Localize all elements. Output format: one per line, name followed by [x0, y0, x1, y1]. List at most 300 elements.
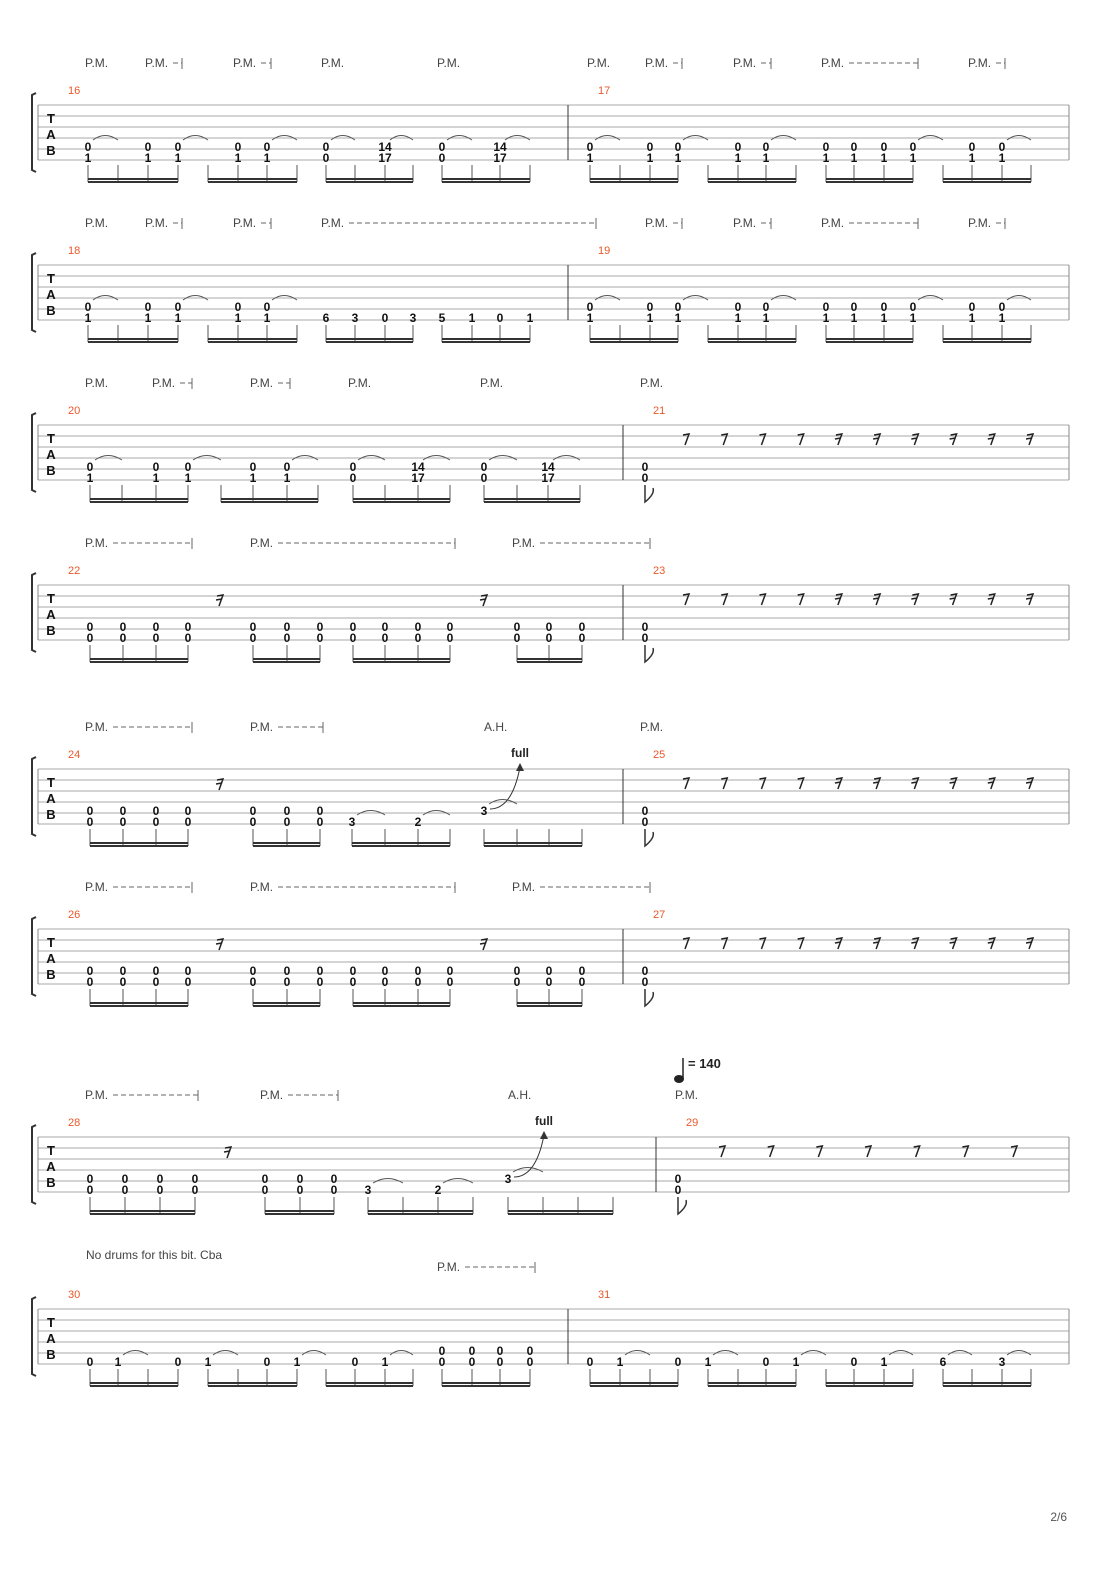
fret-number: 0 [86, 1183, 94, 1197]
palm-mute-label: P.M. [587, 56, 611, 70]
palm-mute-label: P.M. [250, 880, 274, 894]
fret-number: 1 [86, 471, 94, 485]
measure-number: 21 [653, 405, 666, 417]
fret-number: 0 [283, 460, 291, 474]
fret-number: 1 [84, 151, 92, 165]
fret-number: 0 [86, 460, 94, 474]
measure-number: 26 [68, 909, 81, 921]
fret-number: 0 [234, 300, 242, 314]
tab-clef-letter: B [46, 623, 56, 638]
note-flag [645, 829, 653, 846]
measure-number: 22 [68, 565, 81, 577]
measure-number: 23 [653, 565, 666, 577]
fret-number: 0 [249, 804, 257, 818]
fret-number: 0 [351, 1355, 359, 1369]
fret-number: 0 [641, 471, 649, 485]
fret-number: 0 [184, 631, 192, 645]
fret-number: 0 [249, 460, 257, 474]
fret-number: 0 [674, 300, 682, 314]
fret-number: 17 [493, 151, 507, 165]
palm-mute-label: P.M. [437, 1260, 461, 1274]
fret-number: 2 [414, 815, 422, 829]
fret-number: 0 [296, 1172, 304, 1186]
fret-number: 0 [283, 815, 291, 829]
fret-number: 0 [414, 975, 422, 989]
bend-arrowhead [540, 1131, 548, 1139]
fret-number: 0 [641, 964, 649, 978]
palm-mute-label: P.M. [512, 880, 536, 894]
fret-number: 1 [152, 471, 160, 485]
fret-number: 0 [316, 975, 324, 989]
fret-number: 0 [86, 964, 94, 978]
fret-number: 0 [283, 975, 291, 989]
fret-number: 1 [822, 311, 830, 325]
fret-number: 0 [261, 1172, 269, 1186]
fret-number: 0 [263, 1355, 271, 1369]
fret-number: 1 [144, 311, 152, 325]
fret-number: 0 [349, 460, 357, 474]
fret-number: 0 [968, 140, 976, 154]
fret-number: 0 [578, 975, 586, 989]
fret-number: 0 [438, 140, 446, 154]
fret-number: 0 [414, 620, 422, 634]
fret-number: 0 [191, 1183, 199, 1197]
fret-number: 0 [330, 1183, 338, 1197]
fret-number: 0 [249, 815, 257, 829]
tab-clef-letter: A [46, 791, 56, 806]
palm-mute-label: P.M. [233, 56, 257, 70]
fret-number: 0 [119, 975, 127, 989]
fret-number: 0 [468, 1355, 476, 1369]
fret-number: 0 [330, 1172, 338, 1186]
palm-mute-label: P.M. [250, 720, 274, 734]
fret-number: 0 [850, 1355, 858, 1369]
fret-number: 3 [998, 1355, 1006, 1369]
fret-number: 0 [152, 804, 160, 818]
palm-mute-label: P.M. [645, 216, 669, 230]
fret-number: 0 [880, 140, 888, 154]
palm-mute-label: P.M. [821, 56, 845, 70]
sixteenth-rest [480, 595, 487, 606]
palm-mute-label: P.M. [437, 56, 461, 70]
fret-number: 1 [526, 311, 534, 325]
fret-number: 0 [152, 964, 160, 978]
fret-number: 0 [496, 1355, 504, 1369]
fret-number: 0 [184, 964, 192, 978]
measure-number: 29 [686, 1117, 699, 1129]
fret-number: 1 [468, 311, 476, 325]
fret-number: 0 [762, 300, 770, 314]
fret-number: 0 [121, 1183, 129, 1197]
fret-number: 1 [234, 151, 242, 165]
fret-number: 1 [646, 151, 654, 165]
fret-number: 0 [349, 964, 357, 978]
fret-number: 0 [822, 300, 830, 314]
fret-number: 0 [249, 620, 257, 634]
palm-mute-label: P.M. [821, 216, 845, 230]
tab-clef-letter: B [46, 1175, 56, 1190]
fret-number: 0 [191, 1172, 199, 1186]
fret-number: 0 [86, 804, 94, 818]
fret-number: 0 [86, 1172, 94, 1186]
palm-mute-label: P.M. [512, 536, 536, 550]
fret-number: 0 [480, 471, 488, 485]
fret-number: 1 [184, 471, 192, 485]
fret-number: 0 [641, 975, 649, 989]
sixteenth-rest [224, 1147, 231, 1158]
fret-number: 0 [578, 620, 586, 634]
fret-number: 0 [641, 620, 649, 634]
fret-number: 0 [144, 300, 152, 314]
palm-mute-label: P.M. [640, 376, 664, 390]
fret-number: 1 [293, 1355, 301, 1369]
fret-number: 1 [586, 151, 594, 165]
fret-number: 1 [880, 151, 888, 165]
fret-number: 0 [438, 1344, 446, 1358]
fret-number: 0 [545, 975, 553, 989]
fret-number: 0 [513, 631, 521, 645]
fret-number: 0 [850, 140, 858, 154]
fret-number: 0 [446, 620, 454, 634]
palm-mute-label: P.M. [152, 376, 176, 390]
sixteenth-rest [216, 779, 223, 790]
fret-number: 1 [204, 1355, 212, 1369]
fret-number: 0 [283, 804, 291, 818]
fret-number: 0 [909, 300, 917, 314]
palm-mute-label: P.M. [733, 56, 757, 70]
palm-mute-label: P.M. [85, 536, 109, 550]
fret-number: 0 [545, 631, 553, 645]
fret-number: 1 [850, 151, 858, 165]
tab-clef-letter: T [47, 591, 55, 606]
palm-mute-label: P.M. [85, 56, 109, 70]
fret-number: 1 [249, 471, 257, 485]
fret-number: 1 [822, 151, 830, 165]
fret-number: 0 [468, 1344, 476, 1358]
fret-number: 1 [704, 1355, 712, 1369]
tab-clef-letter: B [46, 143, 56, 158]
fret-number: 14 [541, 460, 555, 474]
fret-number: 1 [84, 311, 92, 325]
measure-number: 28 [68, 1117, 81, 1129]
sixteenth-rest [480, 939, 487, 950]
fret-number: 0 [909, 140, 917, 154]
system-bracket [32, 1125, 36, 1204]
fret-number: 0 [641, 460, 649, 474]
palm-mute-label: P.M. [85, 1088, 109, 1102]
fret-number: 0 [152, 460, 160, 474]
palm-mute-label: P.M. [260, 1088, 284, 1102]
fret-number: 14 [411, 460, 425, 474]
artificial-harmonic-label: A.H. [484, 720, 508, 734]
measure-number: 27 [653, 909, 666, 921]
tab-clef-letter: T [47, 1143, 55, 1158]
fret-number: 0 [119, 815, 127, 829]
system-bracket [32, 413, 36, 492]
fret-number: 0 [316, 804, 324, 818]
score-annotation: No drums for this bit. Cba [86, 1248, 223, 1262]
fret-number: 0 [322, 151, 330, 165]
system-bracket [32, 917, 36, 996]
sixteenth-rest [216, 939, 223, 950]
note-flag [645, 645, 653, 662]
fret-number: 1 [734, 151, 742, 165]
measure-number: 24 [68, 749, 81, 761]
fret-number: 2 [434, 1183, 442, 1197]
fret-number: 5 [438, 311, 446, 325]
fret-number: 0 [174, 1355, 182, 1369]
fret-number: 0 [152, 631, 160, 645]
palm-mute-label: P.M. [145, 56, 169, 70]
fret-number: 0 [121, 1172, 129, 1186]
fret-number: 1 [381, 1355, 389, 1369]
fret-number: 0 [316, 620, 324, 634]
fret-number: 0 [880, 300, 888, 314]
fret-number: 0 [174, 300, 182, 314]
measure-number: 17 [598, 85, 611, 97]
fret-number: 3 [364, 1183, 372, 1197]
fret-number: 0 [144, 140, 152, 154]
fret-number: 1 [586, 311, 594, 325]
fret-number: 0 [119, 964, 127, 978]
fret-number: 0 [381, 620, 389, 634]
measure-number: 31 [598, 1289, 611, 1301]
fret-number: 0 [641, 804, 649, 818]
system-bracket [32, 757, 36, 836]
fret-number: 1 [968, 311, 976, 325]
fret-number: 0 [646, 300, 654, 314]
fret-number: 1 [792, 1355, 800, 1369]
palm-mute-label: P.M. [85, 880, 109, 894]
fret-number: 0 [84, 300, 92, 314]
tab-clef-letter: T [47, 271, 55, 286]
fret-number: 0 [674, 140, 682, 154]
fret-number: 1 [174, 311, 182, 325]
fret-number: 6 [322, 311, 330, 325]
fret-number: 1 [174, 151, 182, 165]
fret-number: 14 [493, 140, 507, 154]
fret-number: 0 [156, 1172, 164, 1186]
fret-number: 0 [322, 140, 330, 154]
fret-number: 17 [541, 471, 555, 485]
fret-number: 1 [283, 471, 291, 485]
fret-number: 0 [184, 975, 192, 989]
fret-number: 0 [446, 964, 454, 978]
fret-number: 1 [114, 1355, 122, 1369]
fret-number: 0 [850, 300, 858, 314]
fret-number: 0 [86, 815, 94, 829]
artificial-harmonic-label: A.H. [508, 1088, 532, 1102]
fret-number: 0 [84, 140, 92, 154]
fret-number: 0 [641, 815, 649, 829]
fret-number: 0 [496, 311, 504, 325]
palm-mute-label: P.M. [321, 216, 345, 230]
fret-number: 0 [349, 471, 357, 485]
fret-number: 0 [586, 300, 594, 314]
tab-clef-letter: T [47, 431, 55, 446]
fret-number: 0 [578, 631, 586, 645]
fret-number: 3 [348, 815, 356, 829]
fret-number: 0 [646, 140, 654, 154]
fret-number: 0 [263, 140, 271, 154]
fret-number: 1 [880, 1355, 888, 1369]
fret-number: 0 [496, 1344, 504, 1358]
fret-number: 0 [762, 140, 770, 154]
fret-number: 0 [249, 964, 257, 978]
system-bracket [32, 253, 36, 332]
palm-mute-label: P.M. [85, 720, 109, 734]
fret-number: 0 [249, 631, 257, 645]
palm-mute-label: P.M. [85, 376, 109, 390]
fret-number: 0 [381, 311, 389, 325]
fret-number: 0 [968, 300, 976, 314]
fret-number: 0 [438, 1355, 446, 1369]
sixteenth-rest [216, 595, 223, 606]
fret-number: 1 [616, 1355, 624, 1369]
palm-mute-label: P.M. [250, 376, 274, 390]
fret-number: 0 [349, 975, 357, 989]
tab-clef-letter: A [46, 447, 56, 462]
fret-number: 1 [909, 151, 917, 165]
tab-clef-letter: A [46, 127, 56, 142]
fret-number: 0 [414, 964, 422, 978]
fret-number: 0 [249, 975, 257, 989]
fret-number: 1 [263, 151, 271, 165]
fret-number: 0 [446, 631, 454, 645]
fret-number: 0 [234, 140, 242, 154]
fret-number: 0 [734, 300, 742, 314]
fret-number: 0 [526, 1344, 534, 1358]
fret-number: 0 [998, 300, 1006, 314]
fret-number: 0 [674, 1355, 682, 1369]
fret-number: 0 [119, 631, 127, 645]
fret-number: 1 [880, 311, 888, 325]
fret-number: 1 [646, 311, 654, 325]
bend-label: full [511, 746, 529, 760]
fret-number: 0 [316, 815, 324, 829]
palm-mute-label: P.M. [250, 536, 274, 550]
tab-clef-letter: B [46, 1347, 56, 1362]
tab-clef-letter: B [46, 463, 56, 478]
fret-number: 0 [152, 815, 160, 829]
fret-number: 0 [296, 1183, 304, 1197]
tab-clef-letter: A [46, 951, 56, 966]
system-bracket [32, 573, 36, 652]
palm-mute-label: P.M. [321, 56, 345, 70]
fret-number: 1 [850, 311, 858, 325]
palm-mute-label: P.M. [968, 56, 992, 70]
fret-number: 0 [184, 804, 192, 818]
fret-number: 1 [263, 311, 271, 325]
fret-number: 0 [156, 1183, 164, 1197]
fret-number: 0 [674, 1183, 682, 1197]
tempo-value: = 140 [688, 1056, 721, 1071]
tab-clef-letter: B [46, 807, 56, 822]
bend-label: full [535, 1114, 553, 1128]
measure-number: 30 [68, 1289, 81, 1301]
palm-mute-label: P.M. [733, 216, 757, 230]
fret-number: 0 [174, 140, 182, 154]
fret-number: 3 [351, 311, 359, 325]
fret-number: 0 [526, 1355, 534, 1369]
fret-number: 0 [998, 140, 1006, 154]
note-flag [645, 989, 653, 1006]
fret-number: 0 [446, 975, 454, 989]
fret-number: 0 [316, 964, 324, 978]
system-bracket [32, 1297, 36, 1376]
fret-number: 0 [513, 620, 521, 634]
palm-mute-label: P.M. [348, 376, 372, 390]
measure-number: 16 [68, 85, 81, 97]
tempo-mark [674, 1058, 684, 1083]
fret-number: 0 [86, 620, 94, 634]
fret-number: 0 [734, 140, 742, 154]
fret-number: 0 [438, 151, 446, 165]
fret-number: 0 [381, 975, 389, 989]
palm-mute-label: P.M. [640, 720, 664, 734]
measure-number: 20 [68, 405, 81, 417]
tab-clef-letter: T [47, 775, 55, 790]
measure-number: 25 [653, 749, 666, 761]
fret-number: 0 [586, 1355, 594, 1369]
tab-clef-letter: A [46, 1159, 56, 1174]
fret-number: 1 [968, 151, 976, 165]
fret-number: 0 [822, 140, 830, 154]
fret-number: 14 [378, 140, 392, 154]
fret-number: 0 [263, 300, 271, 314]
measure-number: 19 [598, 245, 611, 257]
measure-number: 18 [68, 245, 81, 257]
fret-number: 0 [586, 140, 594, 154]
fret-number: 0 [184, 460, 192, 474]
fret-number: 0 [513, 964, 521, 978]
fret-number: 0 [184, 620, 192, 634]
tab-clef-letter: T [47, 111, 55, 126]
tab-clef-letter: B [46, 303, 56, 318]
fret-number: 1 [734, 311, 742, 325]
fret-number: 0 [349, 631, 357, 645]
fret-number: 1 [998, 151, 1006, 165]
fret-number: 1 [674, 151, 682, 165]
fret-number: 0 [283, 631, 291, 645]
fret-number: 0 [349, 620, 357, 634]
fret-number: 0 [545, 964, 553, 978]
fret-number: 17 [378, 151, 392, 165]
palm-mute-label: P.M. [968, 216, 992, 230]
note-flag [678, 1197, 686, 1214]
system-bracket [32, 93, 36, 172]
fret-number: 0 [184, 815, 192, 829]
fret-number: 0 [762, 1355, 770, 1369]
fret-number: 1 [762, 311, 770, 325]
fret-number: 0 [480, 460, 488, 474]
fret-number: 3 [409, 311, 417, 325]
fret-number: 0 [86, 1355, 94, 1369]
tab-clef-letter: A [46, 1331, 56, 1346]
fret-number: 1 [998, 311, 1006, 325]
fret-number: 3 [480, 804, 488, 818]
tab-clef-letter: A [46, 607, 56, 622]
tab-clef-letter: T [47, 1315, 55, 1330]
fret-number: 0 [283, 620, 291, 634]
fret-number: 0 [119, 804, 127, 818]
fret-number: 17 [411, 471, 425, 485]
fret-number: 3 [504, 1172, 512, 1186]
fret-number: 1 [234, 311, 242, 325]
fret-number: 0 [513, 975, 521, 989]
page-number: 2/6 [1050, 1510, 1067, 1524]
fret-number: 0 [316, 631, 324, 645]
